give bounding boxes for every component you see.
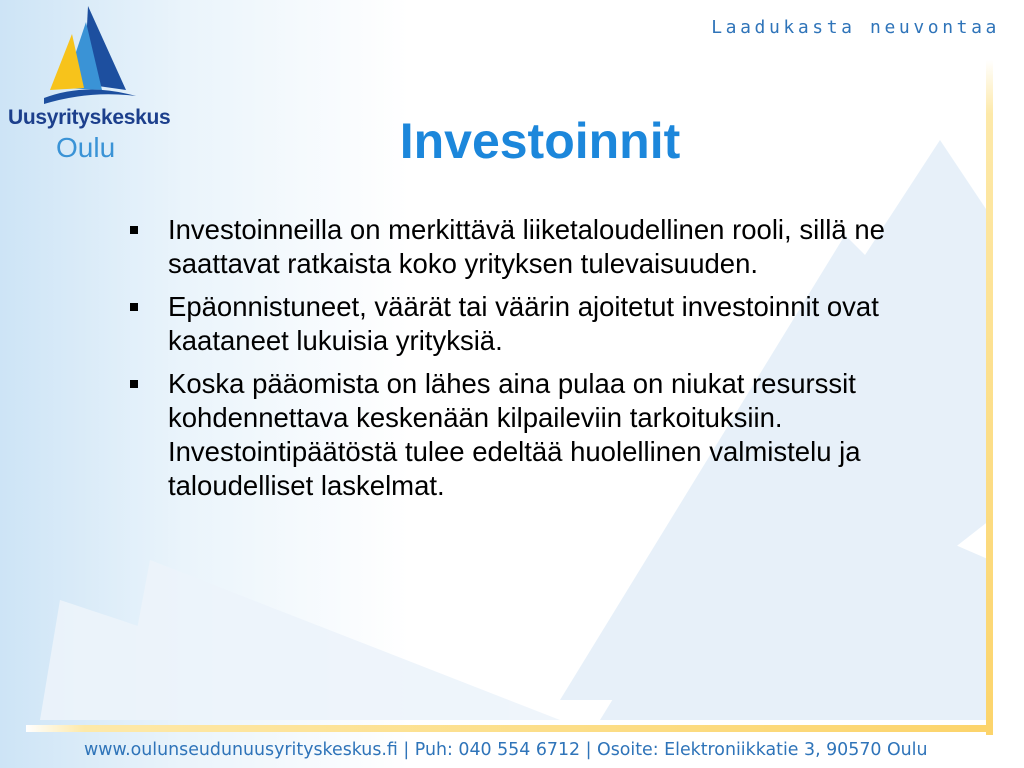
bullet-item [128,213,968,281]
logo-city-name: Oulu [56,132,116,163]
bullet-text: Koska pääomista on lähes aina pulaa on niukat resurssit kohdennettava keskenään kilpaileviin tarkoituksiin. Investointipäätöstä tulee edeltää huolellinen valmistelu ja taloudelliset laskelmat. [168,368,861,501]
horizontal-accent-line [26,725,993,732]
footer-contact-info: www.oulunseudunuusyrityskeskus.fi | Puh: 040 554 6712 | Osoite: Elektroniikkatie 3, 90570 Oulu [84,740,928,760]
sailboat-logo-icon [40,4,140,108]
bullet-item [128,367,968,503]
bullet-text: Epäonnistuneet, väärät tai väärin ajoitetut investoinnit ovat kaataneet lukuisia yrityksiä. [168,291,879,356]
square-bullet-icon [130,303,138,311]
bullet-list [128,213,968,512]
logo-company-name: Uusyrityskeskus [8,106,171,129]
bullet-text: Investoinneilla on merkittävä liiketaloudellinen rooli, sillä ne saattavat ratkaista koko yrityksen tulevaisuuden. [168,214,885,279]
square-bullet-icon [130,226,138,234]
slide-title: Investoinnit [399,113,681,169]
square-bullet-icon [130,380,138,388]
bullet-item [128,290,968,358]
header-tagline: Laadukasta neuvontaa [711,17,1000,38]
